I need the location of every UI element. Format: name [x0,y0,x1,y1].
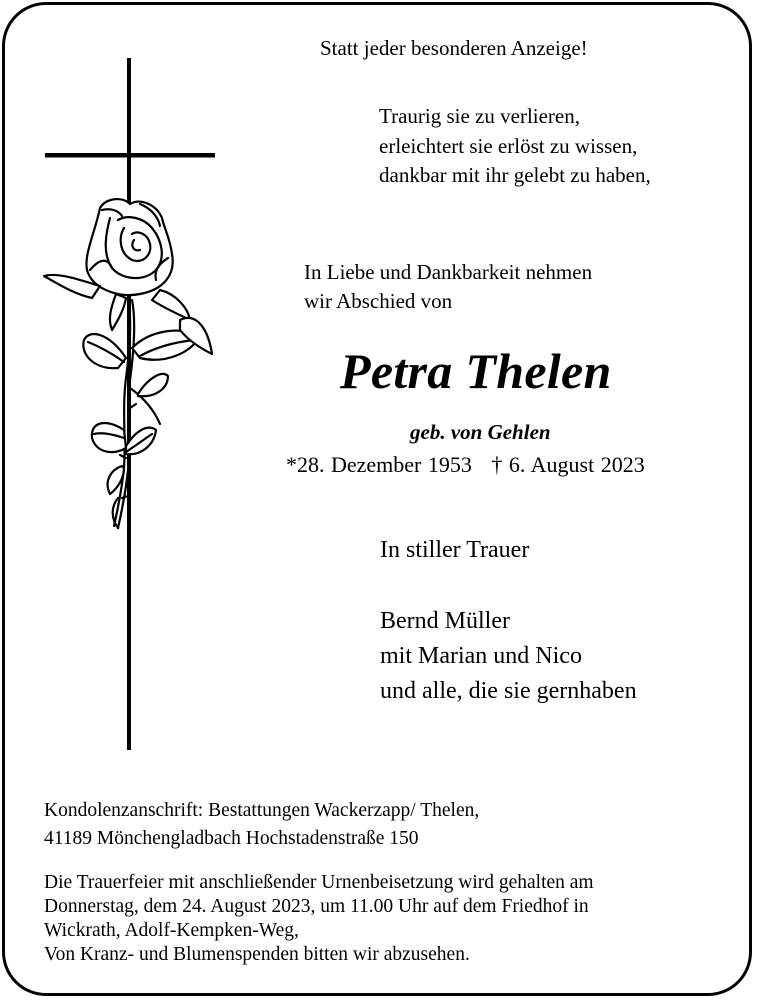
condolence-line: 41189 Mönchengladbach Hochstadenstraße 150 [44,828,419,849]
funeral-line: Von Kranz- und Blumenspenden bitten wir abzusehen. [44,944,470,965]
funeral-info [44,871,594,967]
verse-line: dankbar mit ihr gelebt zu haben, [379,163,651,187]
headline: Statt jeder besonderen Anzeige! [320,36,588,60]
cross-icon [40,58,220,758]
family-line: Bernd Müller [380,608,510,634]
family-signature [380,604,637,709]
verse-line: erleichtert sie erlöst zu wissen, [379,133,638,158]
verse-line: Traurig sie zu verlieren, [379,104,580,128]
funeral-line: Wickrath, Adolf-Kempken-Weg, [44,920,299,941]
life-dates: *28. Dezember 1953 † 6. August 2023 [286,452,645,477]
intro-line: wir Abschied von [304,289,453,313]
intro-line: In Liebe und Dankbarkeit nehmen [304,260,593,284]
verse [379,102,651,191]
condolence-line: Kondolenzanschrift: Bestattungen Wackerzapp/ Thelen, [44,800,480,821]
mourning-line: In stiller Trauer [380,537,530,563]
deceased-name: Petra Thelen [340,343,612,399]
condolence-address [44,797,479,853]
funeral-line: Donnerstag, dem 24. August 2023, um 11.00 Uhr auf dem Friedhof in [44,896,589,917]
rose-icon [44,199,212,528]
intro [304,258,592,316]
family-line: mit Marian und Nico [380,643,582,669]
family-line: und alle, die sie gernhaben [380,678,637,704]
funeral-line: Die Trauerfeier mit anschließender Urnenbeisetzung wird gehalten am [44,872,594,893]
maiden-name: geb. von Gehlen [410,420,551,444]
